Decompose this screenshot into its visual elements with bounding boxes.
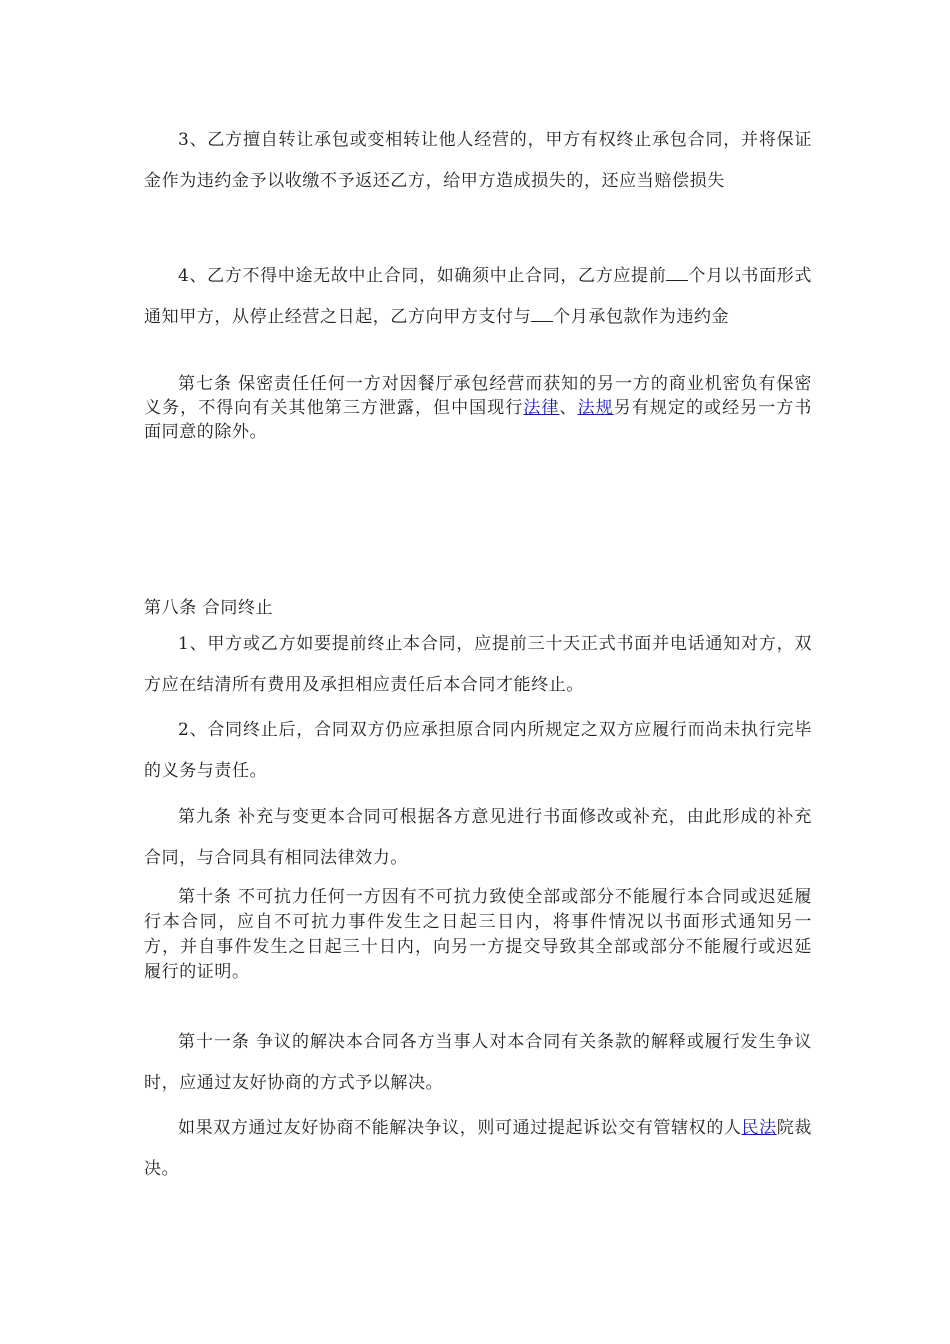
clause6-item4-part2: 个月以书面形式通知甲方，从停止经营之日起，乙方向甲方支付与 <box>144 266 812 327</box>
civil-law-link[interactable]: 民法 <box>741 1118 777 1138</box>
blank-months-penalty <box>531 304 553 322</box>
blank-months-notice <box>666 263 688 281</box>
clause7 <box>144 372 812 444</box>
clause9 <box>144 797 812 879</box>
clause10-text: 第十条 不可抗力任何一方因有不可抗力致使全部或部分不能履行本合同或迟延履行本合同，应自不可抗力事件发生之日起三日内，将事件情况以书面形式通知另一方，并自事件发生之日起三十日内，向另一方提交导致其全部或部分不能履行或迟延履行的证明。 <box>144 887 812 982</box>
clause11-paragraph2 <box>144 1108 812 1190</box>
regulation-link[interactable]: 法规 <box>577 398 614 418</box>
clause8-item2 <box>144 710 812 792</box>
clause6-item4-part1: 4、乙方不得中途无故中止合同，如确须中止合同，乙方应提前 <box>178 266 667 286</box>
clause11-text2-part2: 院裁决。 <box>144 1118 813 1179</box>
clause8-item1 <box>144 624 812 706</box>
clause6-item3-text: 3、乙方擅自转让承包或变相转让他人经营的，甲方有权终止承包合同，并将保证金作为违约金予以收缴不予返还乙方，给甲方造成损失的，还应当赔偿损失 <box>144 130 812 191</box>
clause11-text: 第十一条 争议的解决本合同各方当事人对本合同有关条款的解释或履行发生争议时，应通过友好协商的方式予以解决。 <box>144 1032 812 1093</box>
clause7-part1: 第七条 保密责任任何一方对因餐厅承包经营而获知的另一方的商业机密负有保密义务，不得向有关其他第三方泄露，但中国现行 <box>144 374 812 418</box>
clause7-part2: 另有规定的或经另一方书面同意的除外。 <box>144 398 813 442</box>
clause6-item4-part3: 个月承包款作为违约金 <box>553 307 730 327</box>
clause11 <box>144 1022 812 1104</box>
clause8-heading-text: 第八条 合同终止 <box>144 598 274 618</box>
clause11-text2-part1: 如果双方通过友好协商不能解决争议，则可通过提起诉讼交有管辖权的人 <box>178 1118 742 1138</box>
clause8-heading <box>144 596 812 620</box>
clause9-text: 第九条 补充与变更本合同可根据各方意见进行书面修改或补充，由此形成的补充合同，与合同具有相同法律效力。 <box>144 807 812 868</box>
clause6-item3 <box>144 120 812 202</box>
clause10 <box>144 885 812 985</box>
law-link[interactable]: 法律 <box>523 398 560 418</box>
clause8-item1-text: 1、甲方或乙方如要提前终止本合同，应提前三十天正式书面并电话通知对方，双方应在结清所有费用及承担相应责任后本合同才能终止。 <box>144 634 812 695</box>
clause8-item2-text: 2、合同终止后，合同双方仍应承担原合同内所规定之双方应履行而尚未执行完毕的义务与责任。 <box>144 720 812 781</box>
clause7-sep: 、 <box>559 398 578 418</box>
clause6-item4 <box>144 256 812 338</box>
